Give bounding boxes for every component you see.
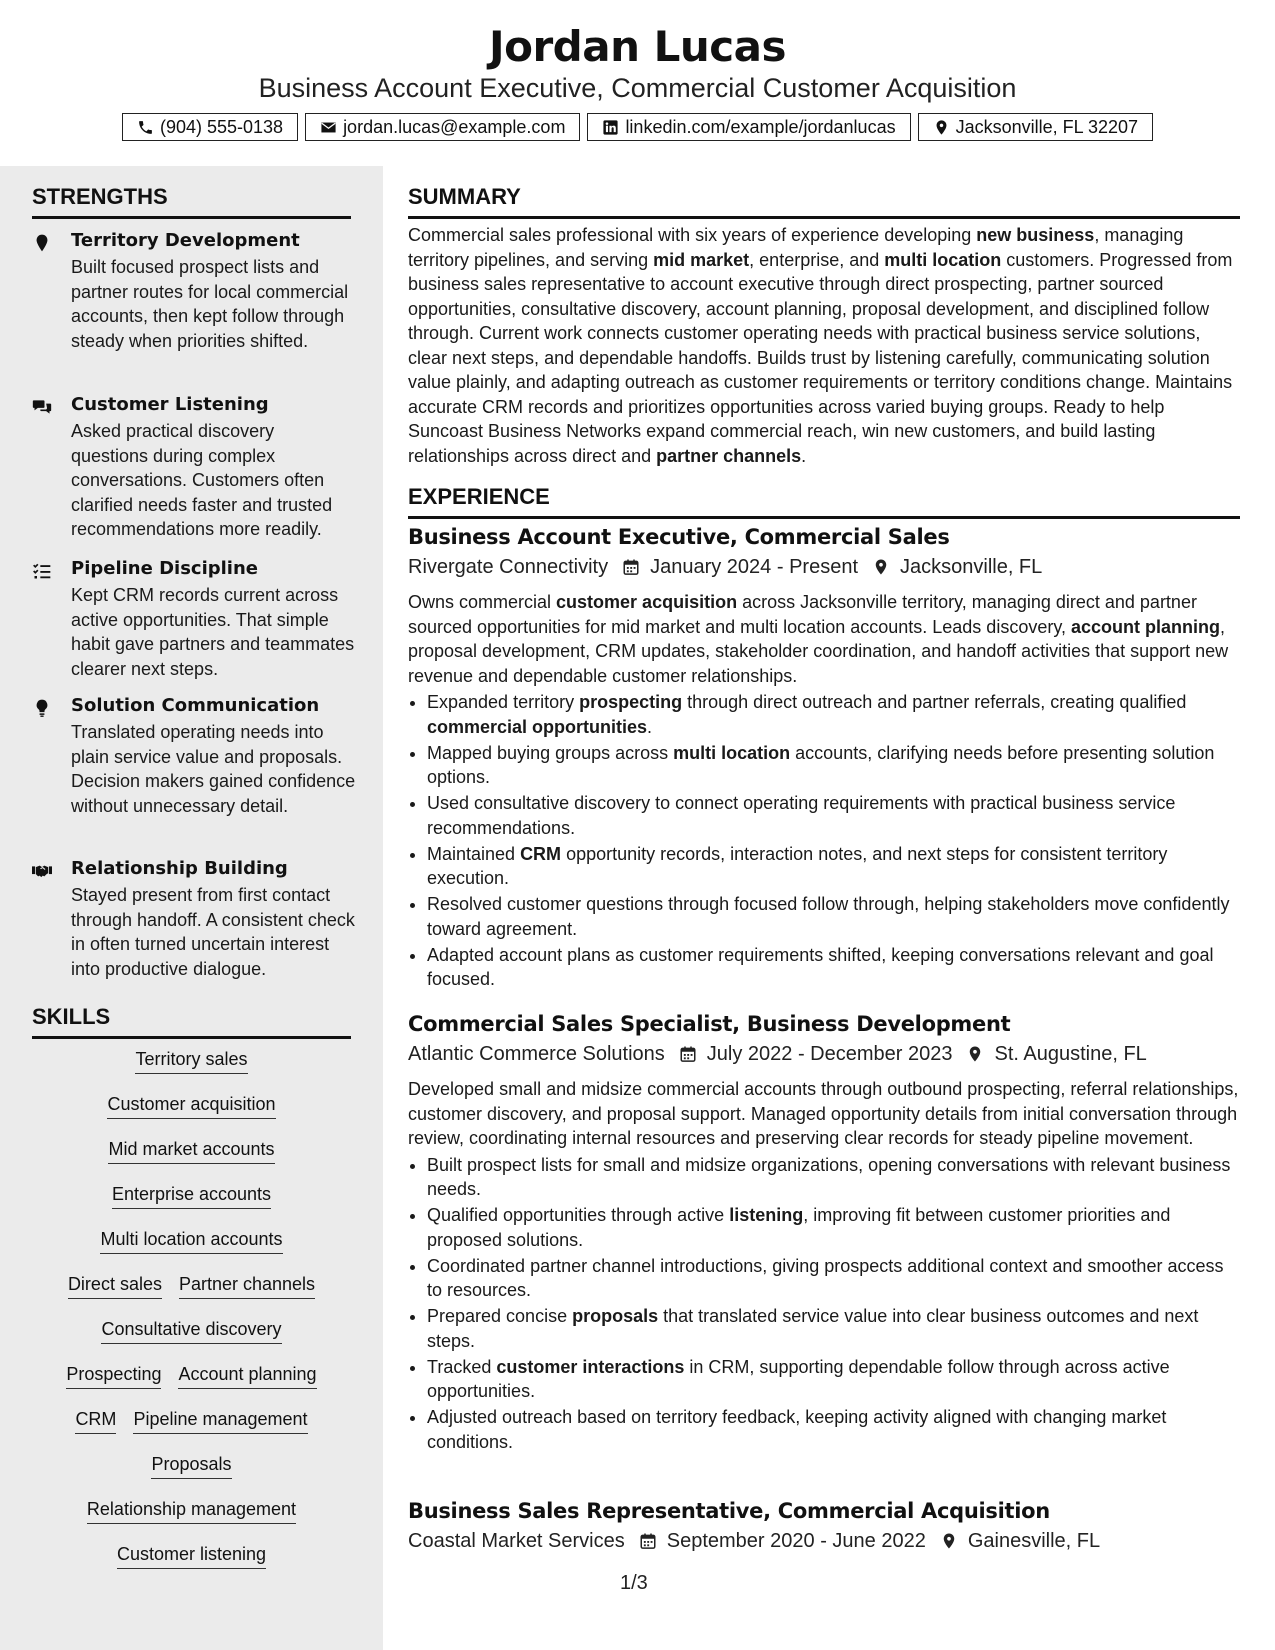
text-run: through direct outreach and partner referrals, creating qualified xyxy=(682,692,1187,712)
location-pin-icon xyxy=(872,558,890,576)
text-run: Maintained xyxy=(427,843,521,864)
skill-tag: Enterprise accounts xyxy=(112,1183,271,1209)
skill-row xyxy=(32,1363,351,1408)
contact-phone[interactable] xyxy=(122,113,298,141)
bold-phrase: new business xyxy=(976,225,1095,245)
email-text: jordan.lucas@example.com xyxy=(343,116,566,137)
contact-bar xyxy=(0,113,1275,141)
company-name: Coastal Market Services xyxy=(408,1530,625,1552)
achievement-bullet xyxy=(427,1203,1240,1252)
text-run: Adapted account plans as customer requirements shifted, keeping conversations relevant and goal focused. xyxy=(427,944,1214,989)
contact-location xyxy=(918,113,1153,141)
text-run: Coordinated partner channel introductions, giving prospects additional context and smoother access to resources. xyxy=(427,1255,1224,1300)
skill-row xyxy=(32,1543,351,1588)
job-entry xyxy=(408,1496,1240,1556)
skills-heading: SKILLS xyxy=(32,1004,351,1039)
calendar-icon xyxy=(622,558,640,576)
skill-row xyxy=(32,1318,351,1363)
text-run: , proposal development, CRM updates, stakeholder coordination, and handoff activities that support new revenue and dependable customer relationships. xyxy=(408,616,1229,686)
skill-row xyxy=(32,1408,351,1453)
text-run: , enterprise, and xyxy=(749,249,885,270)
skill-tag: Customer acquisition xyxy=(107,1093,275,1119)
job-dates: January 2024 - Present xyxy=(650,556,858,578)
skill-tag: Territory sales xyxy=(135,1048,247,1074)
text-run: Used consultative discovery to connect operating requirements with practical business service recommendations. xyxy=(427,793,1176,838)
achievement-bullet xyxy=(427,1405,1240,1454)
phone-icon xyxy=(137,119,154,136)
text-run: . xyxy=(647,716,653,737)
skill-row xyxy=(32,1183,351,1228)
strength-body: Asked practical discovery questions during complex conversations. Customers often clarified needs faster and trusted recommendations more readily. xyxy=(71,421,333,539)
job-location: Jacksonville, FL xyxy=(900,556,1043,578)
job-location: Gainesville, FL xyxy=(967,1530,1101,1552)
strength-title: Territory Development xyxy=(71,230,300,251)
skill-tag: Proposals xyxy=(151,1453,231,1479)
text-run: Owns commercial xyxy=(408,592,557,612)
text-run: Qualified opportunities through active xyxy=(427,1205,730,1225)
text-run: in CRM, supporting dependable follow through across active opportunities. xyxy=(427,1356,1170,1401)
summary-text xyxy=(408,223,1240,468)
job-meta xyxy=(408,1039,1240,1069)
lightbulb-icon xyxy=(32,698,54,718)
location-pin-icon xyxy=(933,119,950,136)
achievement-bullet xyxy=(427,690,1240,739)
strength-title: Customer Listening xyxy=(71,394,269,415)
candidate-title: Business Account Executive, Commercial Customer Acquisition xyxy=(258,73,1017,103)
skill-row xyxy=(32,1138,351,1183)
text-run: Resolved customer questions through focused follow through, helping stakeholders move confidently toward agreement. xyxy=(427,894,1230,939)
achievement-bullet xyxy=(427,791,1240,840)
text-run: Tracked xyxy=(427,1356,497,1377)
skill-row xyxy=(32,1273,351,1318)
job-title: Business Sales Representative, Commercial Acquisition xyxy=(408,1499,1050,1523)
skill-tag: Direct sales xyxy=(68,1273,162,1299)
job-meta xyxy=(408,1526,1240,1556)
text-run: , improving fit between customer priorities and proposed solutions. xyxy=(427,1205,1171,1250)
job-meta xyxy=(408,552,1240,582)
strengths-heading: STRENGTHS xyxy=(32,184,351,219)
calendar-icon xyxy=(639,1532,657,1550)
summary-heading: SUMMARY xyxy=(408,184,1240,219)
job-title: Business Account Executive, Commercial Sales xyxy=(408,525,950,549)
skill-tag: Customer listening xyxy=(117,1543,266,1569)
skill-tag: Mid market accounts xyxy=(108,1138,274,1164)
strength-title: Solution Communication xyxy=(71,695,320,716)
location-pin-icon xyxy=(966,1045,984,1063)
achievement-bullet xyxy=(427,1254,1240,1303)
bold-phrase: CRM xyxy=(520,843,562,864)
contact-email[interactable] xyxy=(305,113,580,141)
sidebar xyxy=(0,166,383,1650)
bold-phrase: prospecting xyxy=(579,692,683,712)
text-run: . xyxy=(801,445,807,466)
achievement-bullet xyxy=(427,842,1240,891)
location-text: Jacksonville, FL 32207 xyxy=(955,116,1139,137)
skill-tag: Pipeline management xyxy=(133,1408,307,1434)
strength-body: Translated operating needs into plain service value and proposals. Decision makers gained confidence without unnecessary detail. xyxy=(71,722,356,816)
achievement-bullet xyxy=(427,1153,1240,1202)
skill-row xyxy=(32,1048,351,1093)
bold-phrase: commercial opportunities xyxy=(427,716,648,737)
comments-icon xyxy=(32,397,54,417)
bold-phrase: customer acquisition xyxy=(556,592,738,612)
strength-body: Kept CRM records current across active opportunities. That simple habit gave partners and teammates clearer next steps. xyxy=(71,585,355,679)
text-run: Commercial sales professional with six years of experience developing xyxy=(408,225,977,245)
location-pin-icon xyxy=(940,1532,958,1550)
achievement-bullet xyxy=(427,741,1240,790)
envelope-icon xyxy=(320,119,337,136)
text-run: Adjusted outreach based on territory feedback, keeping activity aligned with changing market conditions. xyxy=(427,1407,1167,1452)
bold-phrase: listening xyxy=(729,1205,804,1225)
text-run: Developed small and midsize commercial accounts through outbound prospecting, referral relationships, customer discovery, and proposal support. Managed opportunity details from initial conversation through review, coordinating internal resources and preserving clear records for steady pipeline movement. xyxy=(408,1079,1239,1148)
text-run: Built prospect lists for small and midsize organizations, opening conversations with relevant business needs. xyxy=(427,1154,1231,1199)
text-run: Prepared concise xyxy=(427,1306,573,1326)
text-run: opportunity records, interaction notes, and next steps for consistent territory execution. xyxy=(427,843,1168,888)
phone-text: (904) 555-0138 xyxy=(159,116,284,137)
achievement-bullet xyxy=(427,1355,1240,1404)
skills-list xyxy=(32,1048,351,1588)
achievement-bullet xyxy=(427,943,1240,992)
strength-body: Stayed present from first contact through handoff. A consistent check in often turned uncertain interest into productive dialogue. xyxy=(71,885,355,979)
skill-tag: Prospecting xyxy=(66,1363,161,1389)
job-location: St. Augustine, FL xyxy=(994,1043,1147,1065)
calendar-icon xyxy=(679,1045,697,1063)
text-run: , managing territory pipelines, and serving xyxy=(408,225,1184,270)
text-run: that translated service value into clear business outcomes and next steps. xyxy=(427,1306,1199,1351)
strength-body: Built focused prospect lists and partner routes for local commercial accounts, then kept follow through steady when priorities shifted. xyxy=(71,257,349,351)
job-entry xyxy=(408,1009,1240,1456)
skill-tag: CRM xyxy=(75,1408,116,1434)
handshake-icon xyxy=(32,861,54,881)
bold-phrase: account planning xyxy=(1071,616,1221,637)
job-dates: September 2020 - June 2022 xyxy=(666,1530,926,1552)
bold-phrase: mid market xyxy=(653,249,750,270)
checklist-icon xyxy=(32,561,54,581)
achievement-list xyxy=(408,690,1240,992)
text-run: Expanded territory xyxy=(427,692,580,712)
bold-phrase: multi location xyxy=(884,249,1002,270)
skill-tag: Relationship management xyxy=(87,1498,296,1524)
bold-phrase: partner channels xyxy=(656,445,802,466)
skill-row xyxy=(32,1498,351,1543)
bold-phrase: multi location xyxy=(673,742,791,763)
skill-row xyxy=(32,1453,351,1498)
job-title: Commercial Sales Specialist, Business Development xyxy=(408,1012,1011,1036)
map-pin-icon xyxy=(32,233,54,253)
experience-heading: EXPERIENCE xyxy=(408,484,1240,519)
achievement-list xyxy=(408,1153,1240,1455)
skill-tag: Partner channels xyxy=(179,1273,315,1299)
skill-row xyxy=(32,1093,351,1138)
achievement-bullet xyxy=(427,1304,1240,1353)
job-entry xyxy=(408,522,1240,993)
contact-linkedin[interactable] xyxy=(587,113,910,141)
text-run: customers. Progressed from business sales representative to account executive through direct prospecting, partner sourced opportunities, consultative discovery, account planning, proposal development, and disciplined follow through. Current work connects customer operating needs with practical business service solutions, clear next steps, and dependable handoffs. Builds trust by listening carefully, communicating solution value plainly, and adapting outreach as customer requirements or territory conditions change. Maintains accurate CRM records and prioritizes opportunities across varied buying groups. Ready to help Suncoast Business Networks expand commercial reach, win new customers, and build lasting relationships across direct and xyxy=(408,249,1233,466)
job-description xyxy=(408,590,1240,688)
linkedin-text: linkedin.com/example/jordanlucas xyxy=(625,116,896,137)
resume-header xyxy=(0,0,1275,166)
page-number: 1/3 xyxy=(620,1572,648,1594)
bold-phrase: customer interactions xyxy=(496,1356,685,1377)
candidate-name: Jordan Lucas xyxy=(488,22,787,71)
skill-tag: Consultative discovery xyxy=(101,1318,281,1344)
text-run: across Jacksonville territory, managing direct and partner sourced opportunities for mid market and multi location accounts. Leads discovery, xyxy=(408,592,1197,637)
skill-tag: Account planning xyxy=(178,1363,316,1389)
text-run: accounts, clarifying needs before presenting solution options. xyxy=(427,742,1215,787)
skill-row xyxy=(32,1228,351,1273)
job-description xyxy=(408,1077,1240,1151)
strength-title: Relationship Building xyxy=(71,858,288,879)
linkedin-icon xyxy=(602,119,619,136)
company-name: Atlantic Commerce Solutions xyxy=(408,1043,665,1065)
skill-tag: Multi location accounts xyxy=(100,1228,282,1254)
strength-title: Pipeline Discipline xyxy=(71,558,258,579)
text-run: Mapped buying groups across xyxy=(427,742,674,763)
achievement-bullet xyxy=(427,892,1240,941)
company-name: Rivergate Connectivity xyxy=(408,556,609,578)
job-dates: July 2022 - December 2023 xyxy=(706,1043,953,1065)
bold-phrase: proposals xyxy=(572,1306,659,1326)
